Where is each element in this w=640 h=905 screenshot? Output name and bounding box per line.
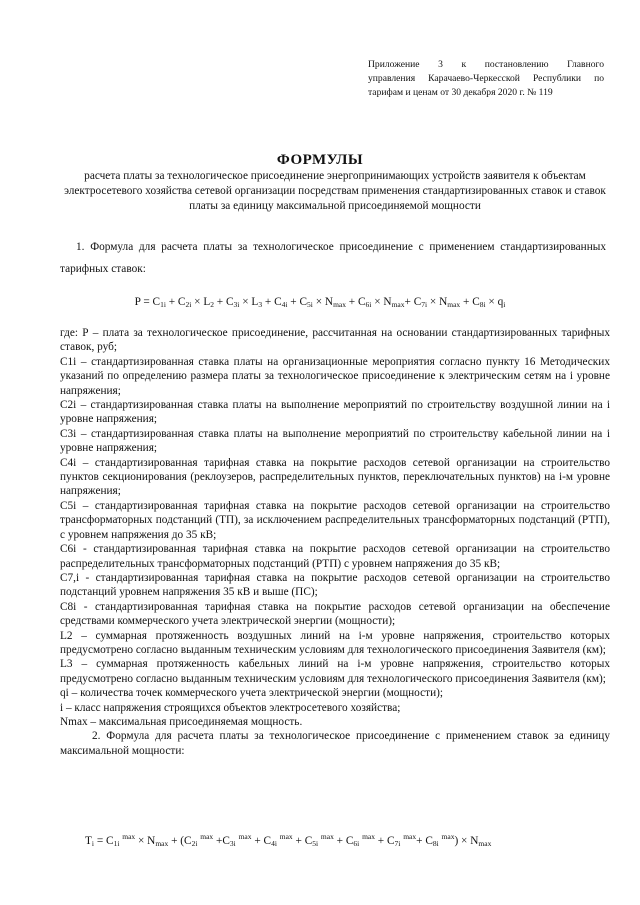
appendix-line: управления Карачаево-Черкесской Республики по [368,73,604,84]
definition-item: С5i – стандартизированная тарифная ставка на покрытие расходов сетевой организации на строительство трансформаторных подстанций (ТП), за исключением распределительных трансформаторных подстанций (РТП), с уровнем напряжения до 35 кВ; [60,499,610,541]
definition-item: qi – количества точек коммерческого учета электрической энергии (мощности); [60,687,444,700]
appendix-line: Приложение 3 к постановлению Главного [368,59,604,70]
formula-1: $P = C_{1i} + C_{2i} \times L_2 + C_{3i} \times L_3 + C_{4i} + C_{5i} \times N_{max} + C_{6i} \times N_{max}+ C_{7i} \times N_{max} + C_{8i} \times q_i$ [134,296,506,309]
definitions-list [60,326,610,758]
definition-item: С7,i - стандартизированная тарифная ставка на покрытие расходов сетевой организации на строительство подстанций уровнем напряжения 35 кВ и выше (ПС); [60,571,610,599]
definition-item: С1i – стандартизированная ставка платы на организационные мероприятия согласно пункту 16 Методических указаний по определению размера платы за технологическое присоединение к электрическим сетям на i уровне напряжения; [60,355,610,397]
definition-item: С8i - стандартизированная тарифная ставка на покрытие расходов сетевой организации на обеспечение средствами коммерческого учета электрической энергии (мощности); [60,600,610,628]
document-title: ФОРМУЛЫ [276,152,364,168]
definition-item: L3 – суммарная протяженность кабельных линий на i-м уровне напряжения, строительство которых предусмотрено согласно выданным техническим условиям для технологического присоединения Заявителя (км); [60,658,610,685]
definition-item: С6i - стандартизированная тарифная ставка на покрытие расходов сетевой организации на строительство распределительных трансформаторных подстанций (РТП) с уровнем напряжения до 35 кВ; [60,543,610,570]
definition-item: L2 – суммарная протяженность воздушных линий на i-м уровне напряжения, строительство которых предусмотрено согласно выданным техническим условиям для технологического присоединения Заявителя (км); [60,629,610,656]
definition-item: С2i – стандартизированная ставка платы на выполнение мероприятий по строительству воздушной линии на i уровне напряжения; [60,399,610,426]
definition-item: где: Р – плата за технологическое присоединение, рассчитанная на основании стандартизированных тарифных ставок, руб; [60,327,610,354]
definition-item: Nmax – максимальная присоединяемая мощность. [60,715,303,728]
appendix-header [368,58,604,100]
definition-item: i – класс напряжения строящихся объектов электросетевого хозяйства; [60,701,401,714]
definition-item: С4i – стандартизированная тарифная ставка на покрытие расходов сетевой организации на строительство пунктов секционирования (реклоузеров, распределительных пунктов, переключательных пунктов) на i-м уровне напряжения; [60,456,610,498]
formula-2: $T_i = C_{1i}$ $^{max} \times N_{max} + (C_{2i}$ $^{max} +C_{3i}$ $^{max} + C_{4i}$ $^{max} + C_{5i}$ $^{max} + C_{6i}$ $^{max} + C_{7i}$ $^{max}+ C_{8i}$ $^{max}) \times N_{max}$ [85,832,492,848]
document-subtitle: расчета платы за технологическое присоединение энергопринимающих устройств заявителя к объектам электросетевого хозяйства сетевой организации посредствам применения стандартизированных ставок и ставок платы за единицу максимальной присоединяемой мощности [64,170,606,212]
section-2-intro: 2. Формула для расчета платы за технологическое присоединение с применением ставок за единицу максимальной мощности: [60,730,610,757]
appendix-line: тарифам и ценам от 30 декабря 2020 г. № 119 [368,87,553,98]
section-1-intro: 1. Формула для расчета платы за технологическое присоединение с применением стандартизированных тарифных ставок: [60,241,606,275]
definition-item: С3i – стандартизированная ставка платы на выполнение мероприятий по строительству кабельной линии на i уровне напряжения; [60,427,610,455]
